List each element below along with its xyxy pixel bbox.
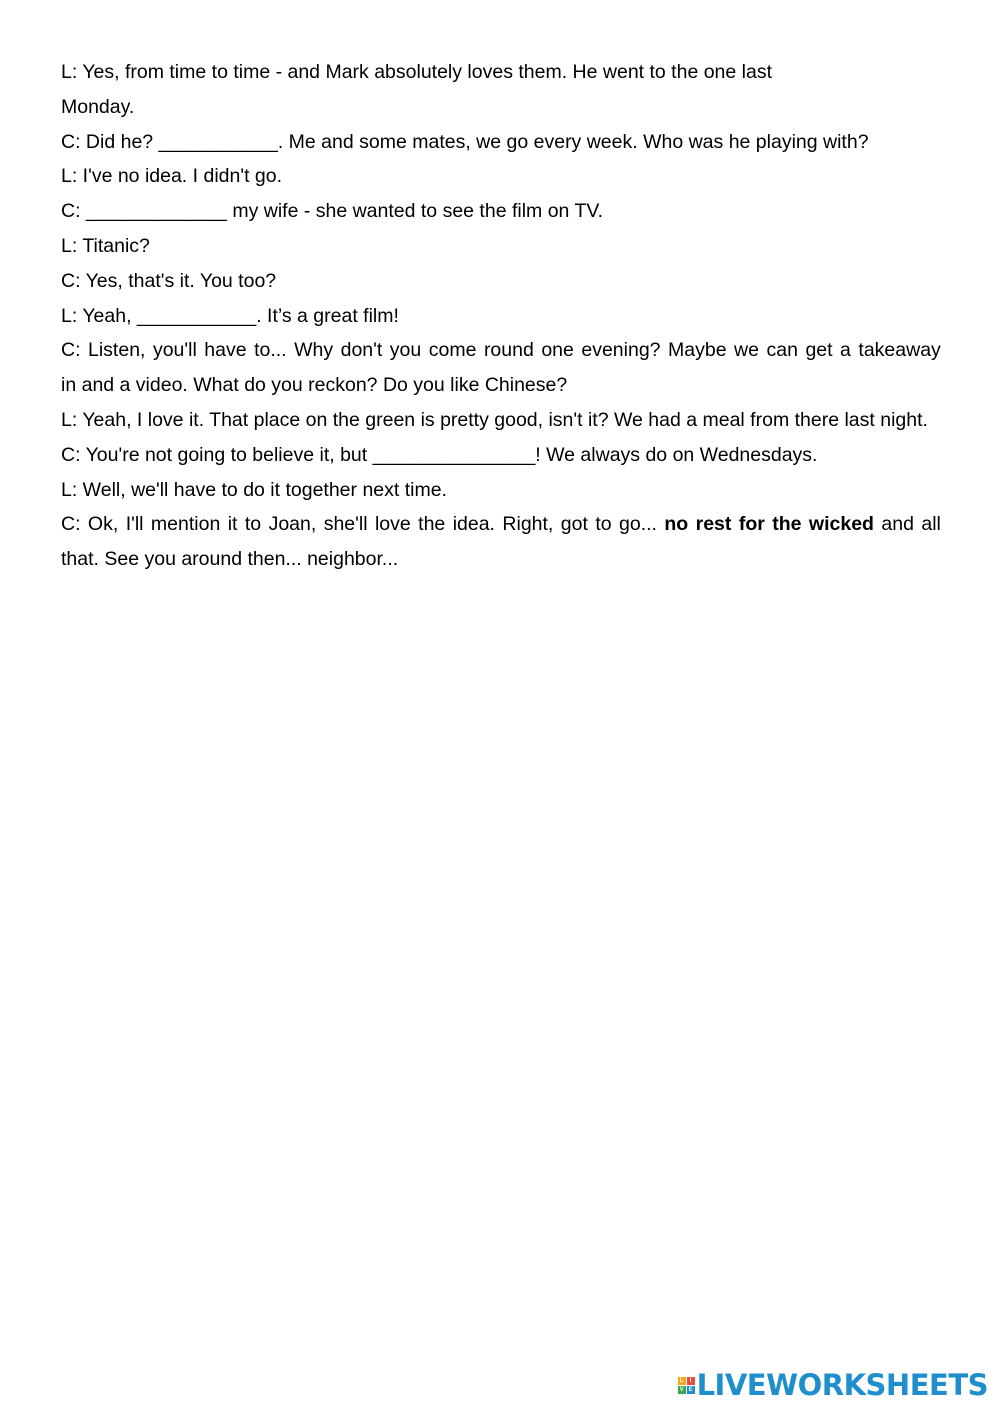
- dialogue-word: wicked: [808, 513, 874, 536]
- dialogue-word: got: [560, 513, 588, 536]
- dialogue-word: a: [840, 339, 851, 362]
- dialogue-word: to: [595, 513, 612, 536]
- liveworksheets-mark-icon: [678, 1377, 695, 1394]
- dialogue-word: come: [428, 339, 477, 362]
- dialogue-line: L: Titanic?: [61, 234, 150, 257]
- dialogue-word: and: [881, 513, 914, 536]
- dialogue-word: for: [738, 513, 765, 536]
- dialogue-word: C:: [61, 513, 81, 536]
- dialogue-line: that. See you around then... neighbor...: [61, 548, 399, 571]
- dialogue-word: one: [541, 339, 574, 362]
- dialogue-word: to: [244, 513, 262, 536]
- dialogue-word: all: [921, 513, 941, 536]
- dialogue-line: L: Yeah, ___________. It’s a great film!: [61, 304, 399, 327]
- liveworksheets-logo: [678, 1368, 988, 1402]
- logo-mark-tile: L: [678, 1377, 686, 1385]
- dialogue-word: don't: [340, 339, 383, 362]
- dialogue-word: round: [483, 339, 534, 362]
- dialogue-word: it: [227, 513, 238, 536]
- dialogue-word: evening?: [581, 339, 661, 362]
- dialogue-word: idea.: [452, 513, 495, 536]
- dialogue-line: C: Did he? ___________. Me and some mates, we go every week. Who was he playing with?: [61, 130, 869, 153]
- dialogue-line: L: Yeah, I love it. That place on the green is pretty good, isn't it? We had a meal from there last night.: [61, 408, 928, 431]
- dialogue-line: C: You're not going to believe it, but _______________! We always do on Wednesdays.: [61, 443, 818, 466]
- dialogue-line: C: Yes, that's it. You too?: [61, 269, 277, 292]
- dialogue-line: Monday.: [61, 95, 135, 118]
- dialogue-word: takeaway: [858, 339, 941, 362]
- dialogue-line-justified: [61, 333, 941, 368]
- dialogue-word: you'll: [152, 339, 197, 362]
- dialogue-word: I'll: [125, 513, 144, 536]
- dialogue-line: L: Yes, from time to time - and Mark absolutely loves them. He went to the one last: [61, 61, 773, 83]
- logo-text: LIVEWORKSHEETS: [696, 1368, 988, 1402]
- logo-mark-tile: V: [679, 1386, 684, 1393]
- dialogue-word: we: [734, 339, 759, 362]
- dialogue-word: C:: [61, 339, 81, 362]
- dialogue-word: rest: [695, 513, 732, 536]
- dialogue-word: have: [204, 339, 247, 362]
- dialogue-line: L: Well, we'll have to do it together next time.: [61, 478, 447, 501]
- dialogue-word: Joan,: [268, 513, 317, 536]
- dialogue-word: can: [766, 339, 798, 362]
- dialogue-line: in and a video. What do you reckon? Do you like Chinese?: [61, 374, 568, 397]
- dialogue-word: the: [772, 513, 802, 536]
- dialogue-word: she'll: [323, 513, 368, 536]
- dialogue-word: Ok,: [87, 513, 119, 536]
- dialogue-word: to...: [254, 339, 287, 362]
- dialogue-word: Maybe: [668, 339, 727, 362]
- logo-mark-tile: E: [688, 1386, 693, 1393]
- dialogue-line-justified: [61, 507, 941, 542]
- dialogue-word: Listen,: [88, 339, 146, 362]
- dialogue-word: no: [664, 513, 689, 536]
- dialogue-word: Why: [294, 339, 334, 362]
- dialogue-line: L: I've no idea. I didn't go.: [61, 165, 283, 188]
- logo-mark-tile: I: [687, 1377, 695, 1385]
- dialogue-word: you: [389, 339, 422, 362]
- dialogue-word: Right,: [502, 513, 554, 536]
- dialogue-line: C: _____________ my wife - she wanted to see the film on TV.: [61, 200, 604, 223]
- dialogue-word: mention: [150, 513, 221, 536]
- dialogue-word: go...: [619, 513, 657, 536]
- dialogue-word: love: [374, 513, 411, 536]
- dialogue-word: get: [805, 339, 833, 362]
- dialogue-word: the: [418, 513, 446, 536]
- worksheet-dialogue: [61, 55, 941, 577]
